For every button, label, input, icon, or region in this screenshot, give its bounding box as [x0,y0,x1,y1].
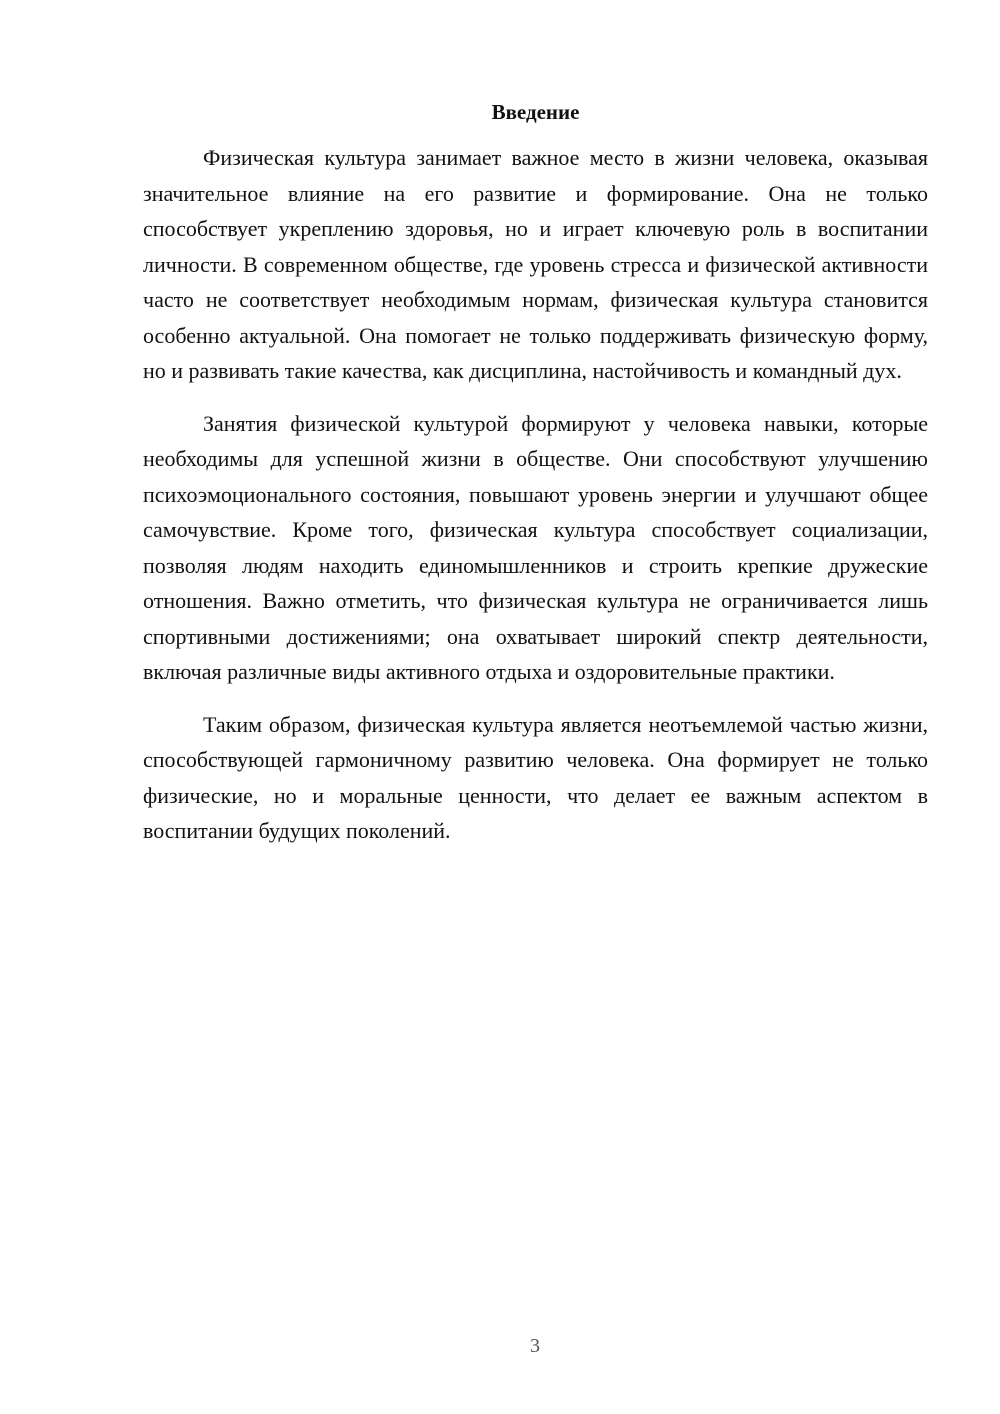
paragraph-2: Занятия физической культурой формируют у человека навыки, которые необходимы для успешной жизни в обществе. Они способствуют улучшению психоэмоционального состояния, повышают уровень энергии и улучшают общее самочувствие. Кроме того, физическая культура способствует социализации, позволяя людям находить единомышленников и строить крепкие дружеские отношения. Важно отметить, что физическая культура не ограничивается лишь спортивными достижениями; она охватывает широкий спектр деятельности, включая различные виды активного отдыха и оздоровительные практики. [143,410,928,684]
paragraph-3: Таким образом, физическая культура является неотъемлемой частью жизни, способствующей гармоничному развитию человека. Она формирует не только физические, но и моральные ценности, что делает ее важным аспектом в воспитании будущих поколений. [143,711,928,843]
paragraph-1: Физическая культура занимает важное место в жизни человека, оказывая значительное влияние на его развитие и формирование. Она не только способствует укреплению здоровья, но и играет ключевую роль в воспитании личности. В современном обществе, где уровень стресса и физической активности часто не соответствует необходимым нормам, физическая культура становится особенно актуальной. Она помогает не только поддерживать физическую форму, но и развивать такие качества, как дисциплина, настойчивость и командный дух. [143,145,928,383]
section-heading: Введение [491,100,580,124]
page-number: 3 [530,1335,540,1357]
body-text [143,140,928,866]
